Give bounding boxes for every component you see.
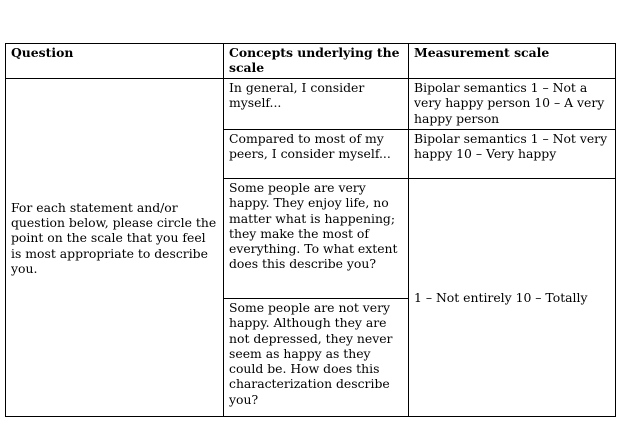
header-row xyxy=(6,44,616,79)
scale-cell: Bipolar semantics 1 – Not very happy 10 – Very happy xyxy=(409,130,616,179)
question-instruction: For each statement and/or question below, please circle the point on the scale that you feel is most appropriate to describe you. xyxy=(6,79,224,417)
concept-cell: In general, I consider myself... xyxy=(224,79,409,130)
header-concepts: Concepts underlying the scale xyxy=(224,44,409,79)
scale-cell: Bipolar semantics 1 – Not a very happy person 10 – A very happy person xyxy=(409,79,616,130)
concept-cell: Compared to most of my peers, I consider myself... xyxy=(224,130,409,179)
scale-cell: 1 – Not entirely 10 – Totally xyxy=(409,179,616,417)
concept-cell: Some people are not very happy. Although they are not depressed, they never seem as happy as they could be. How does this characterization describe you? xyxy=(224,299,409,417)
table-row xyxy=(6,79,616,130)
header-measurement-scale: Measurement scale xyxy=(409,44,616,79)
concept-cell: Some people are very happy. They enjoy life, no matter what is happening; they make the most of everything. To what extent does this describe you? xyxy=(224,179,409,299)
header-question: Question xyxy=(6,44,224,79)
happiness-scale-table xyxy=(5,43,616,417)
